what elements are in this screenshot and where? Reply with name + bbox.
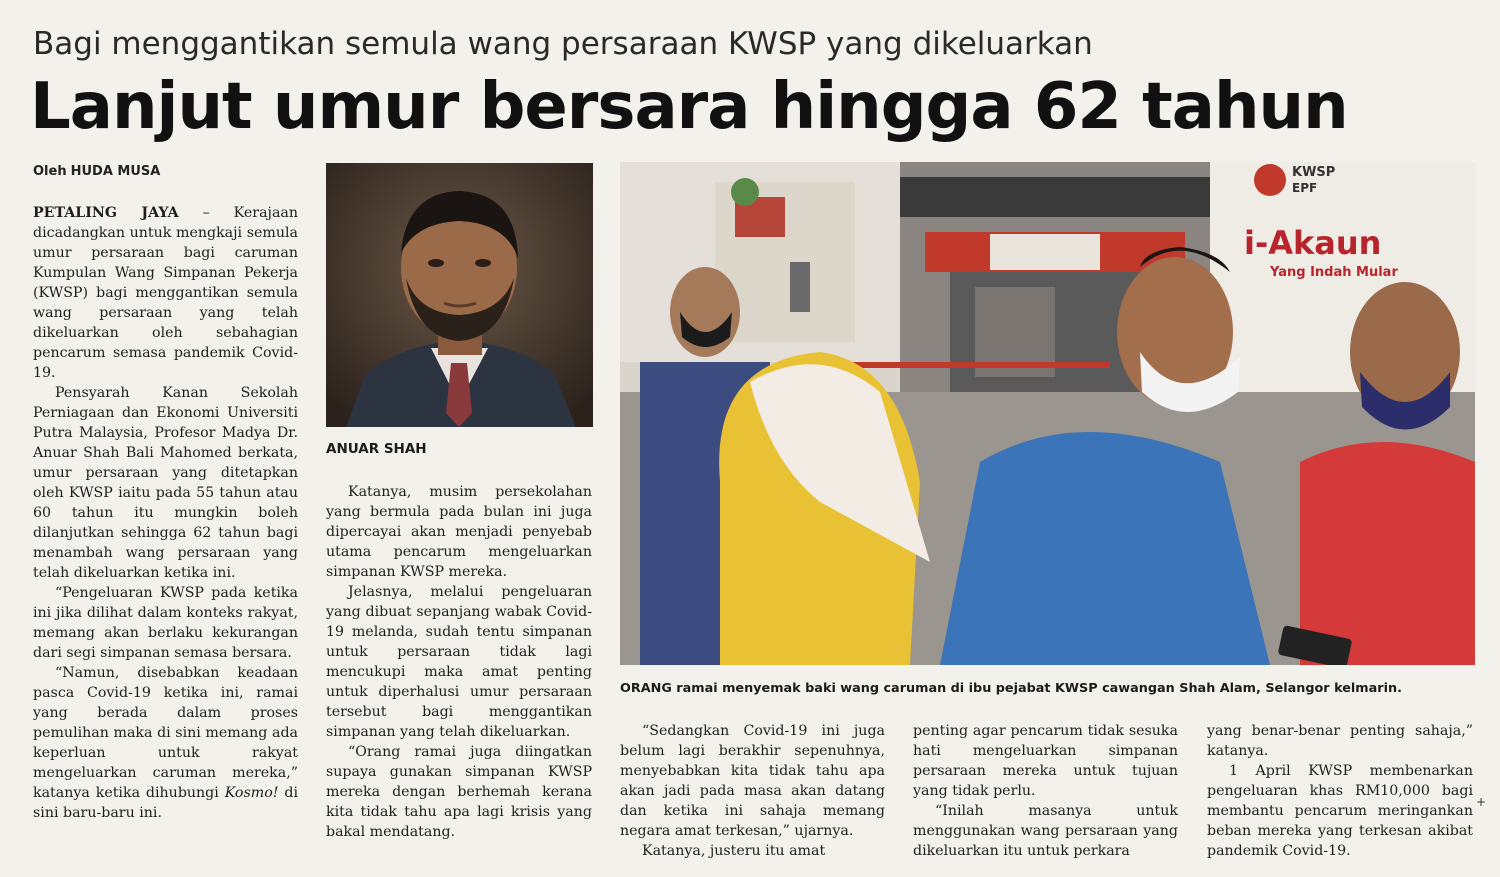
dateline: PETALING JAYA (33, 205, 179, 221)
body-column-1 (33, 203, 298, 823)
paragraph-text: “Namun, disebabkan keadaan pasca Covid-19 ketika ini, ramai yang berada dalam proses pemulihan maka di sini memang ada keperluan untuk rakyat mengeluarkan caruman mereka,” (33, 665, 298, 781)
kwsp-sign-text: KWSP (1292, 165, 1336, 180)
paragraph: “Inilah masanya untuk menggunakan wang persaraan yang dikeluarkan itu untuk perkara (913, 803, 1178, 859)
iakaun-sign-text: i-Akaun (1244, 224, 1382, 262)
epf-sign-text: EPF (1292, 181, 1318, 195)
portrait-illustration (326, 163, 593, 427)
paragraph-text: – Kerajaan dicadangkan untuk mengkaji semula umur persaraan bagi caruman Kumpulan Wang Simpanan Pekerja (KWSP) bagi menggantikan semula wang persaraan yang telah dikeluarkan oleh sebahagian pencarum semasa pandemik Covid-19. (33, 205, 298, 381)
main-photo (620, 162, 1475, 665)
paragraph (33, 663, 298, 823)
paragraph: Jelasnya, melalui pengeluaran yang dibuat sepanjang wabak Covid-19 melanda, sudah tentu simpanan untuk persaraan tidak lagi mencukupi maka amat penting untuk diperhalusi umur persaraan tersebut bagi menggantikan simpanan yang telah dikeluarkan. (326, 584, 592, 740)
byline (33, 164, 160, 179)
paragraph: “Sedangkan Covid-19 ini juga belum lagi berakhir sepenuhnya, menyebabkan kita tidak tahu apa akan jadi pada masa akan datang dan ketika ini sahaja memang negara amat terkesan,” ujarnya. (620, 723, 885, 839)
continued-mark: + (1476, 795, 1487, 809)
portrait-caption: ANUAR SHAH (326, 441, 427, 457)
iakaun-tagline: Yang Indah Mular (1270, 265, 1398, 280)
publication-name: Kosmo! (224, 785, 279, 801)
paragraph: Katanya, musim persekolahan yang bermula pada bulan ini juga dipercayai akan menjadi penyebab utama pencarum mengeluarkan simpanan KWSP mereka. (326, 484, 592, 580)
paragraph: 1 April KWSP membenarkan pengeluaran khas RM10,000 bagi membantu pencarum meringankan beban mereka yang terkesan akibat pandemik Covid-19. (1207, 763, 1473, 859)
paragraph (33, 203, 298, 383)
byline-author: HUDA MUSA (70, 164, 161, 179)
kwsp-office-scene (620, 162, 1475, 665)
body-column-2 (326, 482, 592, 842)
paragraph: penting agar pencarum tidak sesuka hati mengeluarkan simpanan persaraan mereka untuk tujuan yang tidak perlu. (913, 723, 1178, 799)
article-kicker: Bagi menggantikan semula wang persaraan KWSP yang dikeluarkan (33, 26, 1093, 62)
paragraph: “Pengeluaran KWSP pada ketika ini jika dilihat dalam konteks rakyat, memang akan berlaku kekurangan dari segi simpanan semasa bersara. (33, 585, 298, 661)
article-headline: Lanjut umur bersara hingga 62 tahun (30, 70, 1348, 144)
body-column-3 (620, 721, 885, 861)
paragraph: Katanya, justeru itu amat (642, 843, 826, 859)
portrait-photo (326, 163, 593, 427)
byline-prefix: Oleh (33, 164, 67, 179)
body-column-4 (913, 721, 1178, 861)
photo-caption: ORANG ramai menyemak baki wang caruman di ibu pejabat KWSP cawangan Shah Alam, Selangor kelmarin. (620, 681, 1402, 696)
paragraph: Pensyarah Kanan Sekolah Perniagaan dan Ekonomi Universiti Putra Malaysia, Profesor Madya Dr. Anuar Shah Bali Mahomed berkata, umur persaraan yang ditetapkan oleh KWSP iaitu pada 55 tahun atau 60 tahun itu mungkin boleh dilanjutkan sehingga 62 tahun bagi menambah wang persaraan yang telah dikeluarkan ketika ini. (33, 385, 298, 581)
paragraph-text: di sini baru-baru ini. (33, 785, 298, 821)
paragraph-text: katanya ketika dihubungi (33, 785, 225, 801)
body-column-5 (1207, 721, 1473, 861)
paragraph: “Orang ramai juga diingatkan supaya gunakan simpanan KWSP mereka dengan berhemah kerana kita tidak tahu apa lagi krisis yang bakal mendatang. (326, 744, 592, 840)
paragraph: yang benar-benar penting sahaja,” katanya. (1207, 723, 1473, 759)
